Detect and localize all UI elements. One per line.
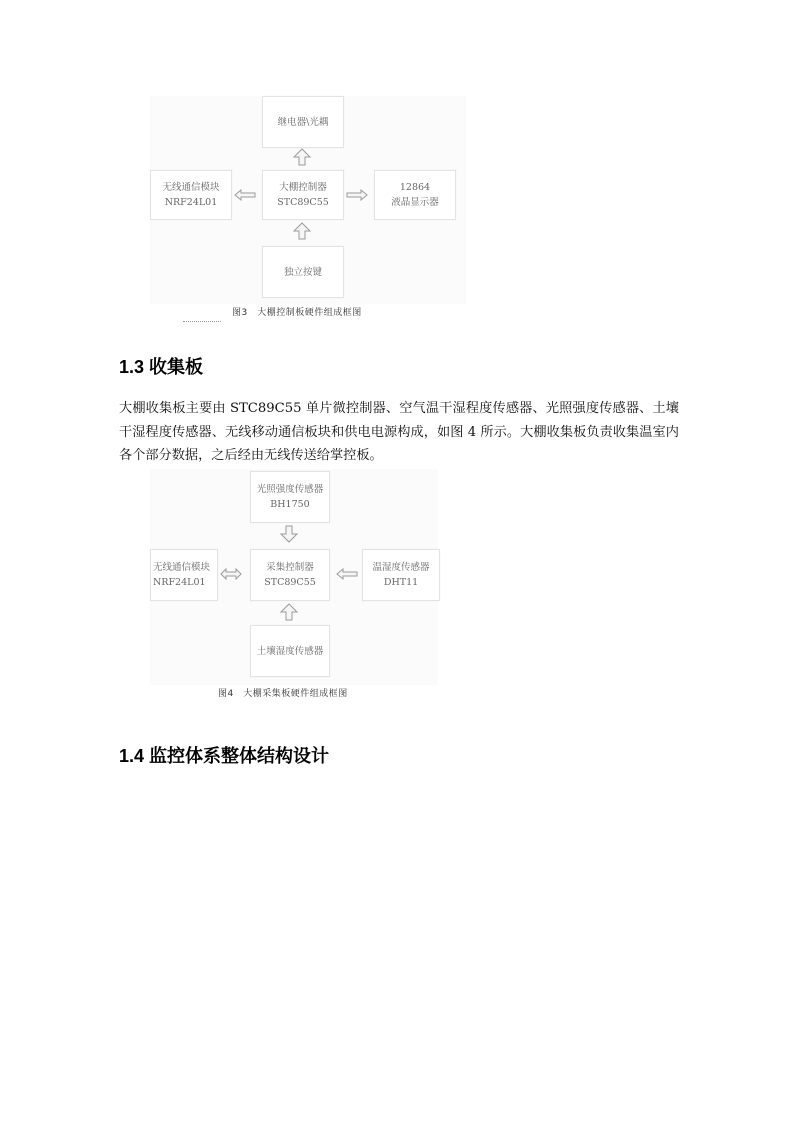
- lcd-model: 12864: [399, 182, 431, 193]
- button-box: [262, 246, 344, 298]
- section-heading-1-3: 1.3 收集板: [119, 357, 204, 377]
- temp-sensor-model: DHT11: [383, 577, 419, 588]
- lcd-name: 液晶显示器: [391, 197, 439, 208]
- arrow-down-icon: [279, 525, 299, 543]
- wireless-name: 无线通信模块: [153, 562, 211, 573]
- temp-humidity-sensor-box: [362, 549, 440, 601]
- arrow-both-icon: [220, 568, 242, 580]
- wireless-name: 无线通信模块: [162, 182, 220, 193]
- section-heading-1-4: 1.4 监控体系整体结构设计: [119, 746, 330, 766]
- relay-optocoupler-box: [262, 96, 344, 148]
- light-sensor-name: 光照强度传感器: [256, 484, 324, 495]
- light-sensor-box: [250, 471, 330, 523]
- relay-label: 继电器\光耦: [277, 116, 329, 128]
- arrow-up-icon: [279, 603, 299, 621]
- collector-name: 采集控制器: [266, 562, 314, 573]
- collector-box: [250, 549, 330, 601]
- collector-model: STC89C55: [264, 577, 316, 588]
- section-1-3-paragraph: 大棚收集板主要由 STC89C55 单片微控制器、空气温干湿程度传感器、光照强度传感器、土壤干湿程度传感器、无线移动通信板块和供电电源构成，如图 4 所示。大棚收集板负责收集温室内各个部分数据，之后经由无线传送给掌控板。: [119, 401, 679, 463]
- soil-sensor-box: [250, 625, 330, 677]
- wireless-model: NRF24L01: [164, 197, 218, 208]
- wireless-module-box: [150, 170, 232, 220]
- figure-4-caption: 图4 大棚采集板硬件组成框图: [218, 689, 348, 699]
- figure-3-caption: 图3 大棚控制板硬件组成框图: [232, 308, 362, 318]
- arrow-up-icon: [292, 222, 312, 240]
- soil-sensor-label: 土壤湿度传感器: [256, 645, 324, 657]
- lcd-display-box: [374, 170, 456, 220]
- temp-sensor-name: 温湿度传感器: [372, 562, 430, 573]
- light-sensor-model: BH1750: [270, 499, 310, 510]
- figure-3: [150, 96, 466, 304]
- figure-4: [150, 469, 438, 685]
- wireless-module-box: [150, 549, 218, 601]
- wireless-model: NRF24L01: [153, 577, 206, 588]
- button-label: 独立按键: [283, 266, 322, 278]
- controller-model: STC89C55: [277, 197, 329, 208]
- arrow-left-icon: [234, 189, 256, 201]
- controller-name: 大棚控制器: [279, 182, 327, 193]
- controller-box: [262, 170, 344, 220]
- arrow-right-icon: [346, 189, 368, 201]
- arrow-left-icon: [336, 568, 358, 580]
- divider: [183, 321, 221, 325]
- arrow-up-icon: [292, 148, 312, 166]
